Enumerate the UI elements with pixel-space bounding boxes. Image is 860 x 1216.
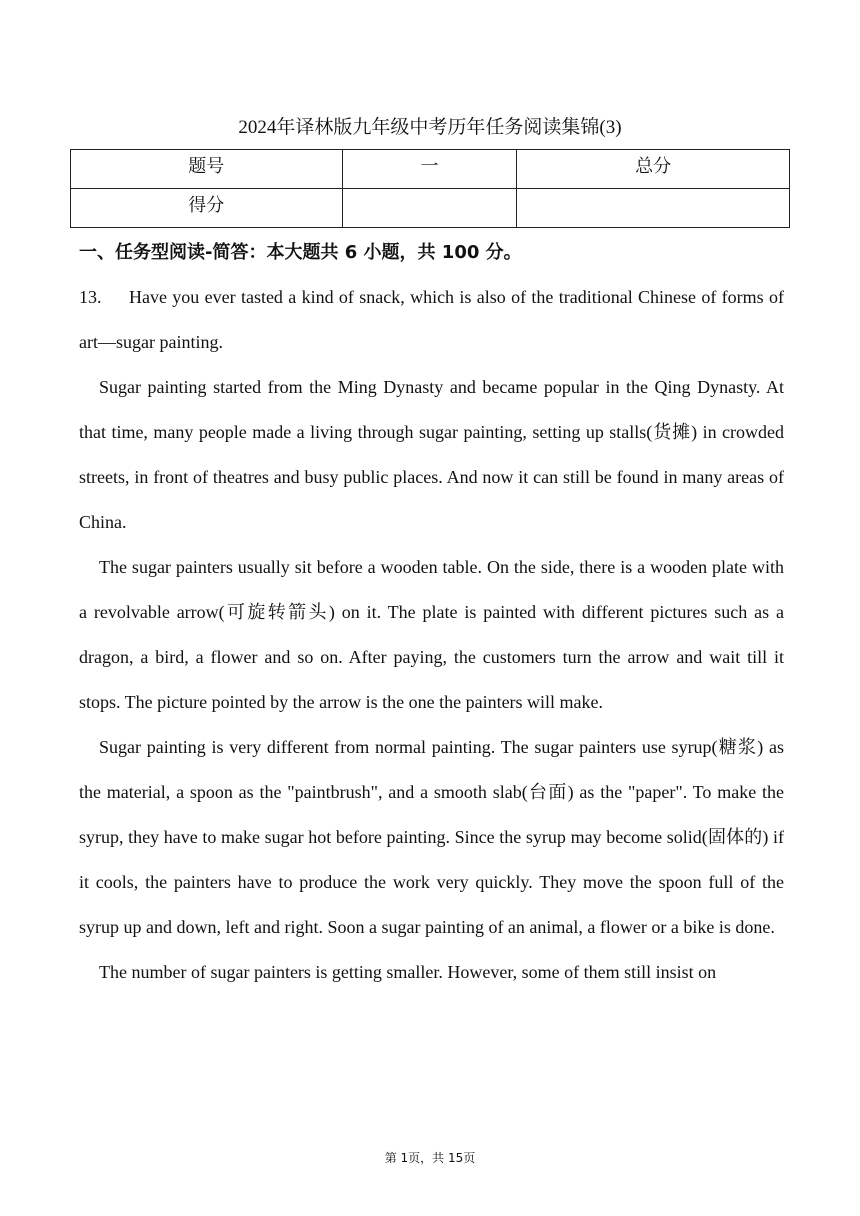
score-table-score-row bbox=[71, 189, 790, 228]
passage-paragraph-3: The sugar painters usually sit before a wooden table. On the side, there is a wooden plate with a revolvable arrow(可旋转箭头) on it. The plate is painted with different pictures such as a dragon, a bird, a flower and so on. After paying, the customers turn the arrow and wait till it stops. The picture pointed by the arrow is the one the painters will make. bbox=[79, 557, 784, 712]
question-number: 13. bbox=[79, 287, 102, 307]
section-heading: 一、任务型阅读-简答：本大题共 6 小题，共 100 分。 bbox=[79, 242, 522, 263]
passage-paragraph-4: Sugar painting is very different from normal painting. The sugar painters use syrup(糖浆) as the material, a spoon as the "paintbrush", and a smooth slab(台面) as the "paper". To make the syrup, they have to make sugar hot before painting. Since the syrup may become solid(固体的) if it cools, the painters have to produce the work very quickly. They move the spoon full of the syrup up and down, left and right. Soon a sugar painting of an animal, a flower or a bike is done. bbox=[79, 737, 784, 937]
reading-passage bbox=[79, 275, 784, 995]
passage-paragraph-2: Sugar painting started from the Ming Dynasty and became popular in the Qing Dynasty. At that time, many people made a living through sugar painting, setting up stalls(货摊) in crowded streets, in front of theatres and busy public places. And now it can still be found in many areas of China. bbox=[79, 377, 784, 532]
score-cell-total bbox=[517, 189, 790, 228]
passage-paragraph-1 bbox=[79, 275, 784, 365]
paragraph-text: Have you ever tasted a kind of snack, which is also of the traditional Chinese of forms of art—sugar painting. bbox=[79, 287, 784, 352]
score-row-label: 得分 bbox=[71, 189, 343, 228]
page-footer: 第 1页，共 15页 bbox=[384, 1151, 476, 1165]
score-table-header-row bbox=[71, 150, 790, 189]
header-question-number: 题号 bbox=[71, 150, 343, 189]
page-title: 2024年译林版九年级中考历年任务阅读集锦(3) bbox=[238, 117, 622, 138]
score-table bbox=[70, 149, 790, 228]
score-cell-part-one bbox=[342, 189, 517, 228]
header-total-score: 总分 bbox=[517, 150, 790, 189]
header-part-one: 一 bbox=[342, 150, 517, 189]
passage-paragraph-5: The number of sugar painters is getting smaller. However, some of them still insist on bbox=[99, 962, 717, 982]
